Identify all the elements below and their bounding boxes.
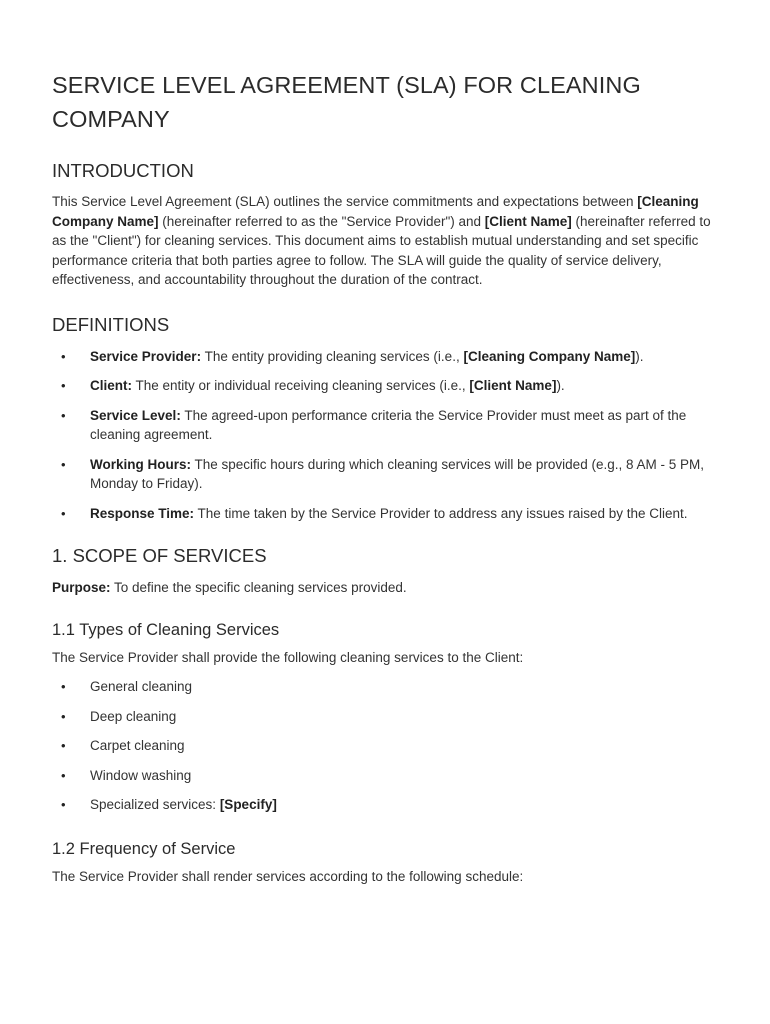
type-item <box>52 795 722 815</box>
bullet-icon: • <box>61 378 66 393</box>
definition-tail: ). <box>635 348 644 364</box>
type-item <box>52 766 722 786</box>
bullet-icon: • <box>61 456 66 472</box>
document-title: SERVICE LEVEL AGREEMENT (SLA) FOR CLEANING COMPANY <box>52 72 641 132</box>
type-item <box>52 707 722 727</box>
type-text: Carpet cleaning <box>90 738 185 753</box>
definition-item-client <box>52 376 722 396</box>
bullet-icon: • <box>61 767 66 783</box>
definition-item-service-provider <box>52 347 722 367</box>
definition-item-working-hours <box>52 455 722 494</box>
intro-text-3: (hereinafter referred to as the "Client") for cleaning services. This document aims to establish mutual understanding and set specific performance criteria that both parties agree to follow. The SLA will guide the quality of service delivery, effectiveness, and accountability throughout the duration of the contract. <box>52 213 711 287</box>
intro-text-2: (hereinafter referred to as the "Service Provider") and <box>158 213 485 229</box>
bullet-icon: • <box>61 679 66 694</box>
introduction-heading: INTRODUCTION <box>52 160 194 181</box>
definitions-list <box>52 347 722 524</box>
definition-term: Service Provider: <box>90 348 202 364</box>
bullet-icon: • <box>61 797 66 812</box>
type-text: Specialized services: <box>90 797 220 812</box>
definition-placeholder: [Cleaning Company Name] <box>463 348 636 364</box>
definition-tail: ). <box>556 378 565 393</box>
definition-term: Client: <box>90 378 132 393</box>
definition-placeholder: [Client Name] <box>469 378 557 393</box>
type-item <box>52 736 722 756</box>
client-name-placeholder: [Client Name] <box>484 213 572 229</box>
type-item <box>52 677 722 697</box>
definition-text: The entity or individual receiving cleaning services (i.e., <box>132 378 470 393</box>
intro-text-1: This Service Level Agreement (SLA) outlines the service commitments and expectations between <box>52 194 638 209</box>
type-text: Window washing <box>90 767 192 783</box>
frequency-heading: 1.2 Frequency of Service <box>52 839 236 858</box>
purpose-text: To define the specific cleaning services provided. <box>110 580 407 595</box>
scope-heading: 1. SCOPE OF SERVICES <box>52 545 267 566</box>
definition-text: The agreed-upon performance criteria the Service Provider must meet as part of the cleaning agreement. <box>90 407 687 442</box>
definition-text: The specific hours during which cleaning services will be provided (e.g., 8 AM - 5 PM, Monday to Friday). <box>90 456 704 491</box>
types-list <box>52 677 722 815</box>
definition-text: The time taken by the Service Provider to address any issues raised by the Client. <box>194 505 688 521</box>
purpose-label: Purpose: <box>52 580 111 595</box>
document-page <box>52 68 722 886</box>
company-name-placeholder: [Cleaning Company Name] <box>52 194 699 229</box>
types-heading: 1.1 Types of Cleaning Services <box>52 620 280 639</box>
definition-term: Response Time: <box>90 505 195 521</box>
definitions-heading: DEFINITIONS <box>52 313 170 335</box>
definition-item-service-level <box>52 406 722 445</box>
definition-text: The entity providing cleaning services (i.e., <box>201 348 464 364</box>
bullet-icon: • <box>61 738 66 753</box>
definition-term: Working Hours: <box>90 456 191 472</box>
definition-term: Service Level: <box>90 407 181 423</box>
frequency-intro: The Service Provider shall render services according to the following schedule: <box>52 868 524 884</box>
type-text: Deep cleaning <box>90 708 177 724</box>
bullet-icon: • <box>61 348 66 364</box>
type-text: General cleaning <box>90 679 193 694</box>
definition-item-response-time <box>52 504 722 524</box>
purpose-paragraph <box>52 578 722 598</box>
bullet-icon: • <box>61 708 66 724</box>
specify-placeholder: [Specify] <box>219 797 277 812</box>
bullet-icon: • <box>61 407 66 423</box>
types-intro: The Service Provider shall provide the following cleaning services to the Client: <box>52 649 524 665</box>
bullet-icon: • <box>61 505 66 521</box>
introduction-paragraph <box>52 192 722 290</box>
